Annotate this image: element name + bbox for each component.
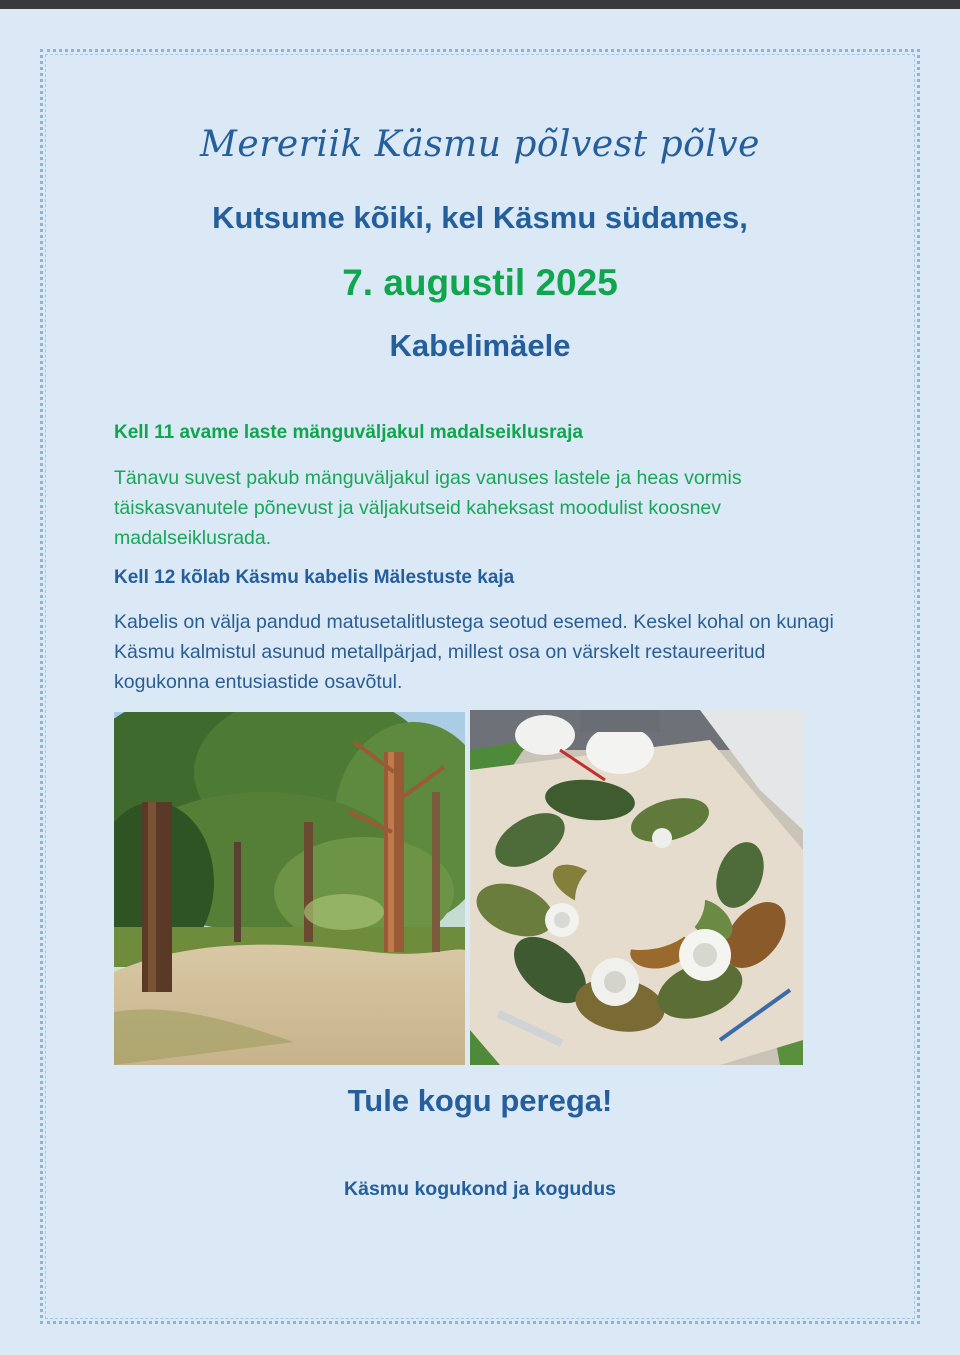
organizer-signature: Käsmu kogukond ja kogudus bbox=[344, 1178, 616, 1200]
event-place: Kabelimäele bbox=[389, 328, 571, 363]
photo-pine-forest bbox=[114, 712, 465, 1065]
poster-script-title: Mereriik Käsmu põlvest põlve bbox=[200, 124, 760, 165]
section-2-heading: Kell 12 kõlab Käsmu kabelis Mälestuste kaja bbox=[114, 567, 515, 588]
photo-wreath-restoration bbox=[470, 710, 803, 1065]
call-to-action: Tule kogu perega! bbox=[347, 1083, 613, 1118]
section-1-heading: Kell 11 avame laste mänguväljakul madalseiklusraja bbox=[114, 422, 583, 443]
event-date: 7. augustil 2025 bbox=[342, 262, 618, 303]
section-2-body: Kabelis on välja pandud matusetalitlustega seotud esemed. Keskel kohal on kunagi Käsmu kalmistul asunud metallpärjad, millest osa on värskelt restaureeritud kogukonna entusiastide osavõtul. bbox=[114, 611, 834, 693]
window-top-bar bbox=[0, 0, 960, 9]
invite-heading: Kutsume kõiki, kel Käsmu südames, bbox=[212, 200, 748, 235]
section-1-body: Tänavu suvest pakub mänguväljakul igas vanuses lastele ja heas vormis täiskasvanutele põnevust ja väljakutseid kaheksast moodulist koosnev madalseiklusrada. bbox=[114, 467, 742, 549]
